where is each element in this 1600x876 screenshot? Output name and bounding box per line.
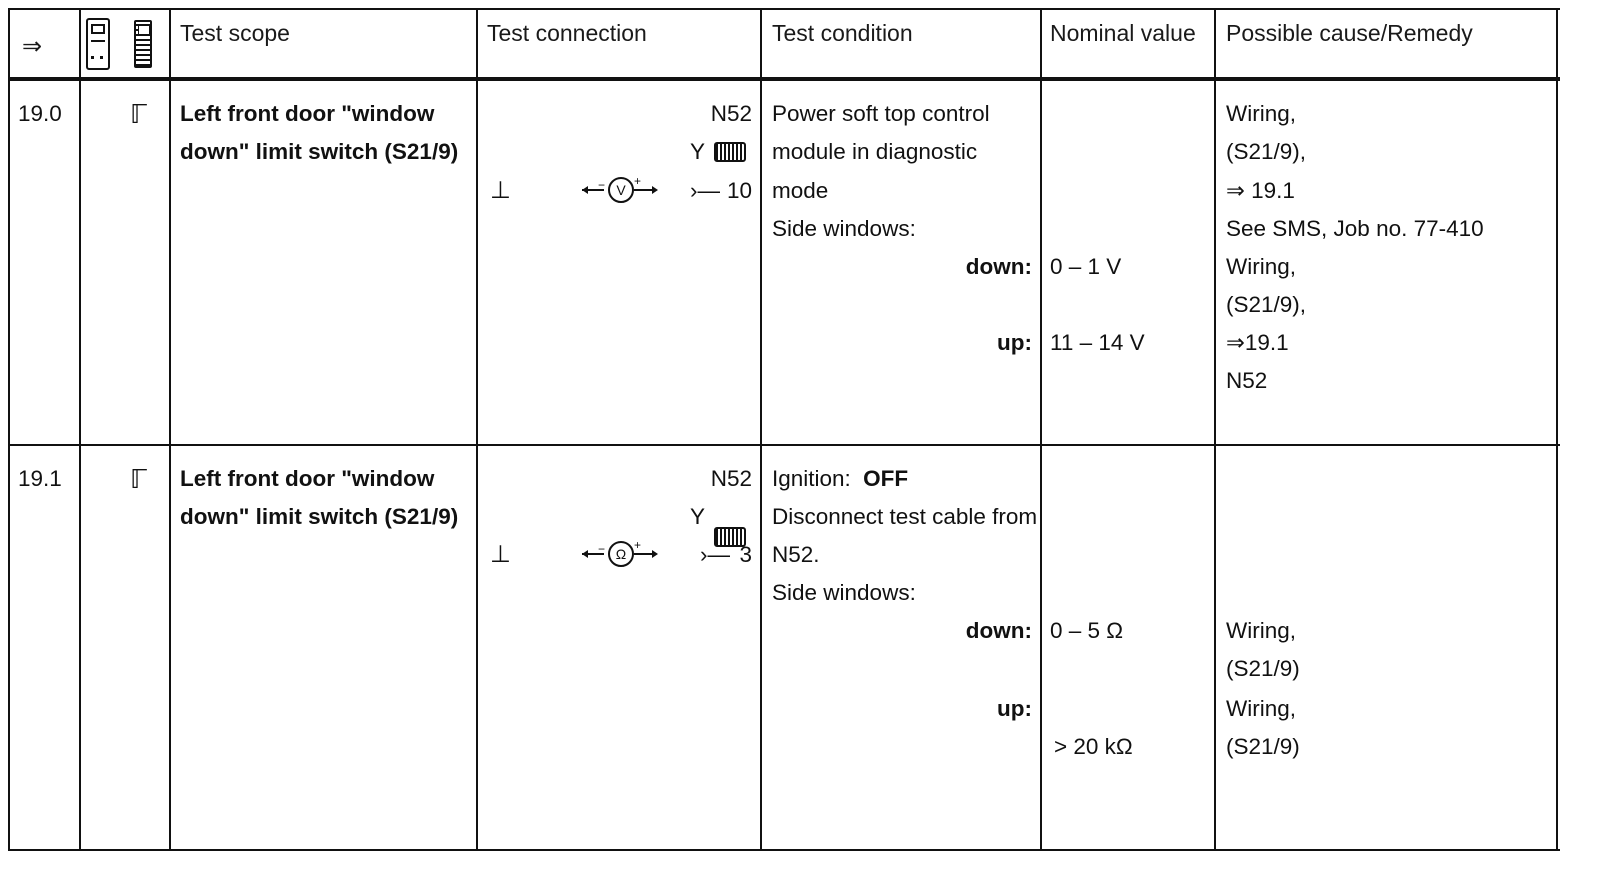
cause-line: Wiring,: [1226, 101, 1297, 126]
cause-line: ⇒19.1: [1226, 330, 1289, 355]
step-number: 19.1: [18, 466, 62, 491]
condition-line: N52.: [772, 542, 820, 567]
header-test-scope: Test scope: [180, 20, 290, 46]
test-scope-line: Left front door "window: [180, 466, 435, 491]
connector-symbol: ›—: [690, 178, 720, 203]
nominal-value-down: 0 – 5 Ω: [1050, 618, 1124, 643]
ground-symbol: ⊥: [490, 541, 511, 568]
table-bottom-border: [8, 849, 1560, 851]
ohmmeter-label: Ω: [608, 541, 634, 567]
condition-down-label: down:: [965, 618, 1032, 643]
connection-module: N52: [710, 466, 752, 491]
cause-line: Wiring,: [1226, 618, 1297, 643]
row-divider: [8, 444, 1560, 446]
header-rule: [8, 77, 1560, 81]
nominal-value-down: 0 – 1 V: [1050, 254, 1122, 279]
condition-line: mode: [772, 178, 829, 203]
test-scope-line: Left front door "window: [180, 101, 435, 126]
test-scope-line: down" limit switch (S21/9): [180, 139, 459, 164]
condition-line: Disconnect test cable from: [772, 504, 1038, 529]
tester-icon: [134, 20, 152, 68]
cause-line: ⇒ 19.1: [1226, 178, 1295, 203]
instrument-symbol: ℾ: [130, 99, 148, 129]
connector-symbol: ›—: [700, 542, 730, 567]
connection-y-label: Y: [690, 139, 706, 164]
ignition-value: OFF: [863, 466, 909, 491]
condition-down-label: down:: [965, 254, 1032, 279]
cause-line: (S21/9),: [1226, 292, 1307, 317]
ignition-label: Ignition:: [772, 466, 851, 491]
condition-line: [772, 460, 908, 498]
col-divider: [760, 8, 762, 851]
header-arrow: ⇒: [22, 33, 43, 60]
cause-line: (S21/9): [1226, 656, 1300, 681]
header-test-connection: Test connection: [487, 20, 647, 46]
table-left-border: [8, 8, 10, 851]
col-divider: [1040, 8, 1042, 851]
instrument-symbol: ℾ: [130, 464, 148, 494]
col-divider: [169, 8, 171, 851]
connection-pin: 10: [726, 178, 752, 203]
connection-module: N52: [710, 101, 752, 126]
header-nominal-value: Nominal value: [1050, 20, 1196, 46]
nominal-value-up: > 20 kΩ: [1054, 734, 1133, 759]
voltmeter-label: V: [608, 177, 634, 203]
table-right-border: [1556, 8, 1558, 851]
nominal-value-up: 11 – 14 V: [1050, 330, 1145, 355]
step-number: 19.0: [18, 101, 62, 126]
cause-line: (S21/9),: [1226, 139, 1307, 164]
condition-up-label: up:: [997, 696, 1032, 721]
col-divider: [1214, 8, 1216, 851]
multimeter-icon: [86, 18, 110, 70]
header-possible-cause: Possible cause/Remedy: [1226, 20, 1473, 46]
col-divider: [476, 8, 478, 851]
test-scope-line: down" limit switch (S21/9): [180, 504, 459, 529]
cause-line: (S21/9): [1226, 734, 1300, 759]
connection-pin: 3: [739, 542, 752, 567]
ohmmeter-symbol: − Ω +: [582, 536, 662, 572]
cause-line: N52: [1226, 368, 1268, 393]
cause-line: Wiring,: [1226, 696, 1297, 721]
condition-line: Side windows:: [772, 580, 916, 605]
keypad-icon: [714, 142, 746, 162]
connection-y-label: Y: [690, 504, 706, 529]
ground-symbol: ⊥: [490, 177, 511, 204]
condition-line: Power soft top control: [772, 101, 990, 126]
condition-up-label: up:: [997, 330, 1032, 355]
cause-line: Wiring,: [1226, 254, 1297, 279]
condition-line: module in diagnostic: [772, 139, 978, 164]
header-test-condition: Test condition: [772, 20, 913, 46]
col-divider: [79, 8, 81, 851]
cause-line: See SMS, Job no. 77-410: [1226, 216, 1484, 241]
voltmeter-symbol: − V +: [582, 172, 662, 208]
table-top-border: [8, 8, 1560, 10]
condition-line: Side windows:: [772, 216, 916, 241]
